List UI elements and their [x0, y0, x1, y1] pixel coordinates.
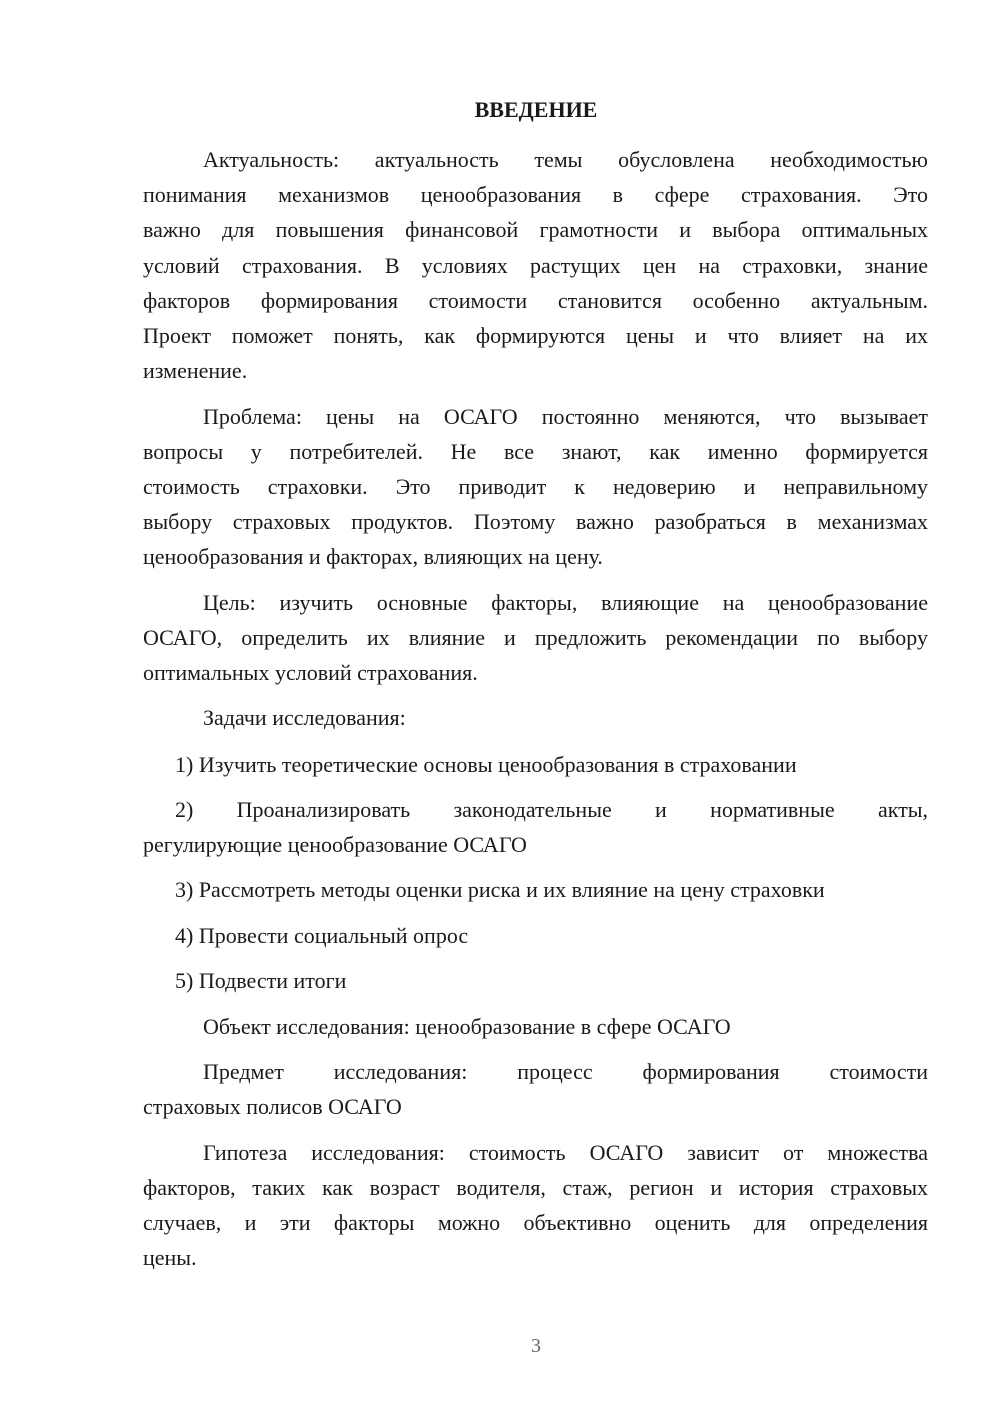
text-line: 4) Провести социальный опрос: [175, 923, 469, 948]
text-line: условий страхования. В условиях растущих цен на страховки, знание: [143, 253, 928, 278]
text-line: ценообразования и факторах, влияющих на цену.: [143, 544, 603, 569]
text-line: вопросы у потребителей. Не все знают, как именно формируется: [143, 439, 928, 464]
page-title: ВВЕДЕНИЕ: [474, 97, 598, 122]
text-line: Объект исследования: ценообразование в сфере ОСАГО: [203, 1014, 731, 1039]
text-line: случаев, и эти факторы можно объективно оценить для определения: [143, 1210, 928, 1235]
text-line: 1) Изучить теоретические основы ценообразования в страховании: [175, 752, 797, 777]
text-line: факторов формирования стоимости становится особенно актуальным.: [143, 288, 928, 313]
text-line: 5) Подвести итоги: [175, 968, 347, 993]
text-line: регулирующие ценообразование ОСАГО: [143, 832, 527, 857]
text-line: Цель: изучить основные факторы, влияющие на ценообразование: [203, 590, 928, 615]
text-line: выбору страховых продуктов. Поэтому важно разобраться в механизмах: [143, 509, 928, 534]
text-line: важно для повышения финансовой грамотности и выбора оптимальных: [143, 217, 928, 242]
text-line: стоимость страховки. Это приводит к недоверию и неправильному: [143, 474, 928, 499]
page-number: 3: [531, 1335, 541, 1357]
text-line: 2) Проанализировать законодательные и нормативные акты,: [175, 797, 928, 822]
text-line: Задачи исследования:: [203, 705, 406, 730]
text-line: понимания механизмов ценообразования в сфере страхования. Это: [143, 182, 928, 207]
text-line: Проект поможет понять, как формируются цены и что влияет на их: [143, 323, 928, 348]
text-line: Предмет исследования: процесс формирования стоимости: [203, 1059, 928, 1084]
text-line: Гипотеза исследования: стоимость ОСАГО зависит от множества: [203, 1140, 928, 1165]
text-line: ОСАГО, определить их влияние и предложить рекомендации по выбору: [143, 625, 928, 650]
text-line: факторов, таких как возраст водителя, стаж, регион и история страховых: [143, 1175, 928, 1200]
text-line: Проблема: цены на ОСАГО постоянно меняются, что вызывает: [203, 404, 928, 429]
text-line: оптимальных условий страхования.: [143, 660, 478, 685]
text-line: страховых полисов ОСАГО: [143, 1094, 402, 1119]
text-line: изменение.: [143, 358, 248, 383]
text-line: Актуальность: актуальность темы обусловлена необходимостью: [203, 147, 928, 172]
text-line: цены.: [143, 1245, 197, 1270]
text-line: 3) Рассмотреть методы оценки риска и их влияние на цену страховки: [175, 877, 825, 902]
